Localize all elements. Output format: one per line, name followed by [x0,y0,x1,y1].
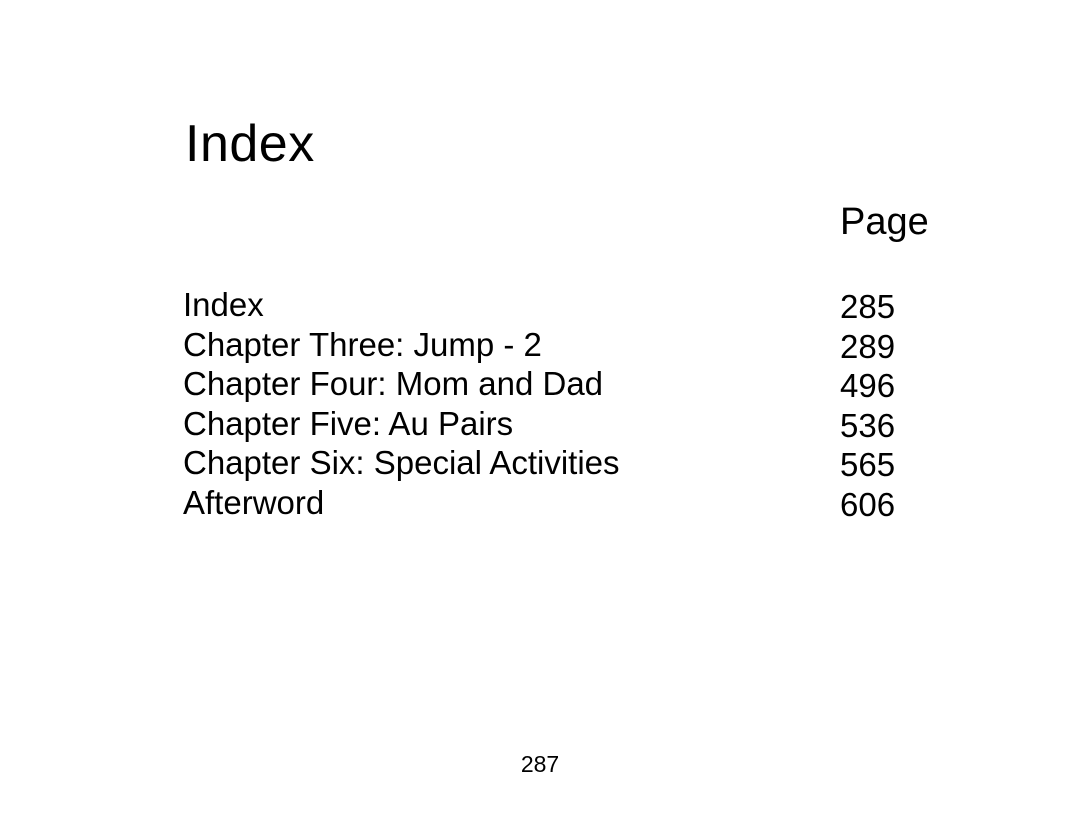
index-entry-row [183,404,943,444]
entry-label: Chapter Five: Au Pairs [183,404,514,442]
page-title: Index [185,115,315,173]
entry-page-number: 289 [840,327,896,365]
entry-label: Chapter Four: Mom and Dad [183,365,604,402]
entry-page-number: 496 [840,367,896,404]
entry-label: Afterword [183,483,325,521]
entry-page-number: 565 [840,446,896,483]
index-entry-row [183,483,943,523]
entry-label: Chapter Six: Special Activities [183,444,620,481]
entry-label: Chapter Three: Jump - 2 [183,325,542,363]
footer-page-number: 287 [520,751,560,777]
entry-page-number: 606 [840,485,896,523]
entry-label: Index [183,286,264,323]
entry-page-number: 285 [840,288,896,325]
index-entry-row [183,443,943,483]
index-entry-row [183,364,943,404]
index-entry-list [183,285,943,522]
entry-page-number: 536 [840,406,896,444]
page-column-header: Page [840,201,929,243]
index-entry-row [183,285,943,325]
index-entry-row [183,325,943,365]
